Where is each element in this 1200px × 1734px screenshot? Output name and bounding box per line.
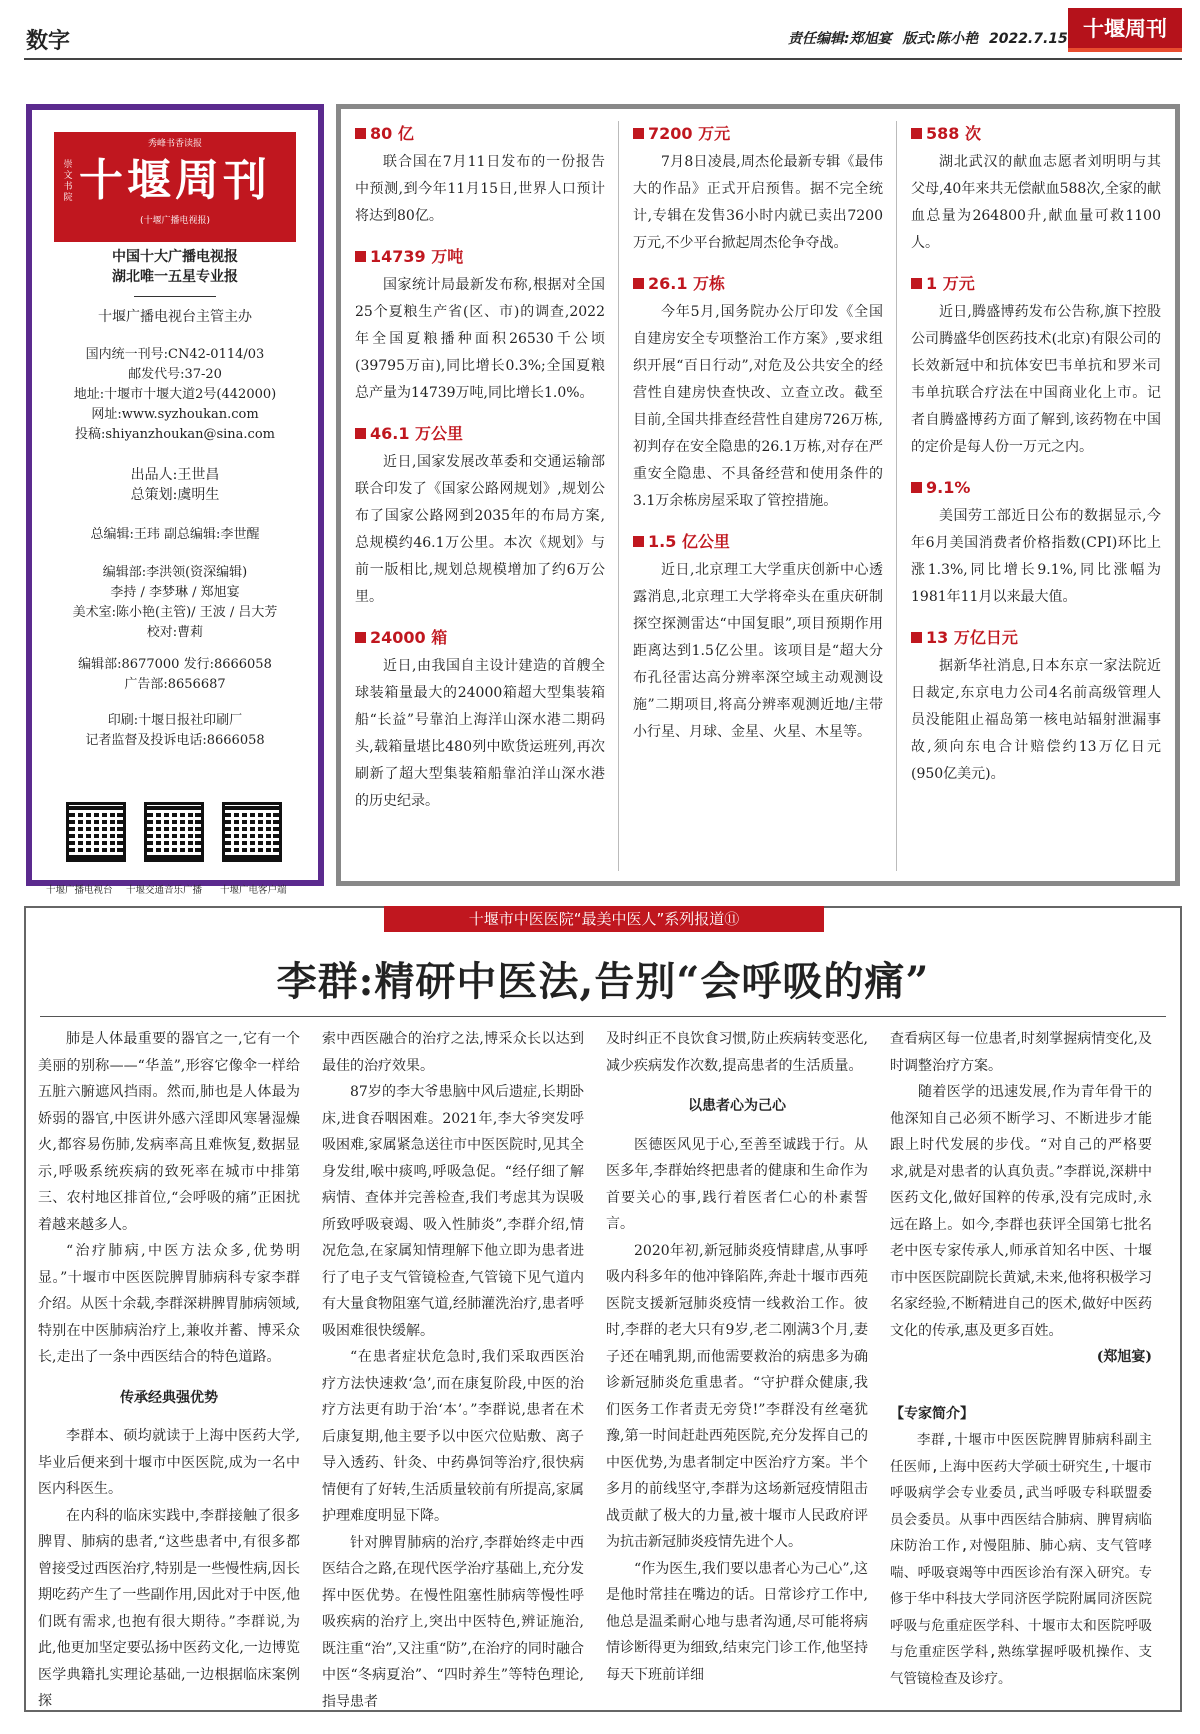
news-column-2: [633, 121, 883, 760]
news-item-title: 80 亿: [370, 124, 414, 143]
article-title: 李群:精研中医法,告别“会呼吸的痛”: [276, 958, 930, 1005]
news-item: [911, 271, 1161, 461]
masthead-title: 十堰周刊: [79, 155, 271, 206]
paragraph: 查看病区每一位患者,时刻掌握病情变化,及时调整治疗方案。: [890, 1031, 1152, 1074]
editorial-dept: 编辑部:李洪领(资深编辑): [102, 565, 248, 580]
news-item: [633, 121, 883, 257]
news-item: [355, 121, 605, 230]
expert-bio: 李群,十堰市中医医院脾胃肺病科副主任医师,上海中医药大学硕士研究生,十堰市呼吸病学会专业委员,武当呼吸专科联盟委员会委员。从事中西医结合肺病、脾胃病临床防治工作,对慢阻肺、肺心病、支气管哮喘、呼吸衰竭等中西医诊治有深入研究。专修于华中科技大学同济医学院附属同济医院呼吸与危重症医学科、十堰市太和医院呼吸与危重症医学科,熟练掌握呼吸机操作、支气管镜检查及诊疗。: [890, 1432, 1152, 1687]
paragraph: 在内科的临床实践中,李群接触了很多脾胃、肺病的患者,“这些患者中,有很多都曾接受过西医治疗,特别是一些慢性病,因长期吃药产生了一些副作用,因此对于中医,他们既有需求,也抱有很大期待。”李群说,为此,他更加坚定要弘扬中医药文化,一边博览医学典籍扎实理论基础,一边根据临床案例探: [38, 1507, 300, 1709]
article-column-4: [890, 1026, 1152, 1692]
news-item: [633, 271, 883, 515]
masthead-side-text: 崇文书院: [63, 160, 73, 203]
news-column-1: [355, 121, 605, 829]
website-line: 网址:www.syzhoukan.com: [91, 407, 259, 422]
news-item-title: 9.1%: [926, 478, 971, 497]
issn-line: 国内统一刊号:CN42-0114/03: [85, 347, 265, 362]
paragraph: 2020年初,新冠肺炎疫情肆虐,从事呼吸内科多年的他冲锋陷阵,奔赴十堰市西苑医院支援新冠肺炎疫情一线救治工作。彼时,李群的老大只有9岁,老二刚满3个月,妻子还在哺乳期,而他需要救治的病患多为确诊新冠肺炎危重患者。“守护群众健康,我们医务工作者责无旁贷!”李群没有丝毫犹豫,第一时间赶赴西苑医院,充分发挥自己的中医优势,为患者制定中医治疗方案。半个多月的前线坚守,李群为这场新冠疫情阻击战贡献了极大的力量,被十堰市人民政府评为抗击新冠肺炎疫情先进个人。: [606, 1242, 868, 1550]
printer: 印刷:十堰日报社印刷厂: [107, 713, 243, 728]
news-item: [355, 421, 605, 611]
paragraph: 针对脾胃肺病的治疗,李群始终走中西医结合之路,在现代医学治疗基础上,充分发挥中医优势。在慢性阻塞性肺病等慢性呼吸疾病的治疗上,突出中医特色,辨证施治,既注重“治”,又注重“防”,在治疗的同时融合中医“冬病夏治”、“四时养生”等特色理论,指导患者: [322, 1534, 584, 1710]
qr-caption-app: 十堰广电客户端: [220, 885, 287, 896]
masthead-logo: [54, 132, 296, 242]
subheading: 传承经典强优势: [120, 1389, 218, 1406]
postal-code-line: 邮发代号:37-20: [128, 367, 222, 382]
news-item-title: 14739 万吨: [370, 247, 464, 266]
news-item: [911, 475, 1161, 611]
news-item: [911, 625, 1161, 788]
column-divider: [618, 121, 619, 871]
article-column-3: [606, 1026, 868, 1688]
news-column-3: [911, 121, 1161, 802]
qr-caption-tv: 十堰广播电视台: [46, 885, 113, 896]
paragraph: “治疗肺病,中医方法众多,优势明显。”十堰市中医医院脾胃肺病科专家李群介绍。从医十余载,李群深耕脾胃肺病领域,特别在中医肺病治疗上,兼收并蓄、博采众长,走出了一条中西医结合的特色道路。: [38, 1243, 300, 1365]
honor-line-2: 湖北唯一五星专业报: [112, 269, 238, 285]
page-credits: [788, 28, 1074, 48]
news-item-text: 国家统计局最新发布称,根据对全国25个夏粮生产省(区、市)的调查,2022年全国夏粮播种面积26530千公顷(39795万亩),同比增长0.3%;全国夏粮总产量为14739万吨,同比增长1.0%。: [355, 277, 605, 401]
news-item-text: 7月8日凌晨,周杰伦最新专辑《最伟大的作品》正式开启预售。据不完全统计,专辑在发售36小时内就已卖出7200万元,不少平台掀起周杰伦争夺战。: [633, 154, 883, 251]
phone-line-2: 广告部:8656687: [124, 677, 226, 692]
news-item-title: 13 万亿日元: [926, 628, 1018, 647]
qr-code-tv[interactable]: [66, 802, 126, 862]
news-item-text: 今年5月,国务院办公厅印发《全国自建房安全专项整治工作方案》,要求组织开展“百日行动”,对危及公共安全的经营性自建房快查快改、立查立改。截至目前,全国共排查经营性自建房726万栋,初判存在安全隐患的26.1万栋,对存在严重安全隐患、不具备经营和使用条件的3.1万余栋房屋采取了管控措施。: [633, 304, 883, 509]
news-item-text: 近日,腾盛博药发布公告称,旗下控股公司腾盛华创医药技术(北京)有限公司的长效新冠中和抗体安巴韦单抗和罗米司韦单抗联合疗法在中国商业化上市。记者自腾盛博药方面了解到,该药物在中国的定价是每人份一万元之内。: [911, 304, 1161, 455]
title-divider: [40, 1016, 1166, 1017]
divider: [134, 296, 216, 297]
byline: (郑旭宴): [1096, 1349, 1152, 1365]
news-item-title: 26.1 万栋: [648, 274, 726, 293]
news-item-title: 588 次: [926, 124, 981, 143]
news-item-title: 7200 万元: [648, 124, 731, 143]
paragraph: “作为医生,我们要以患者心为己心”,这是他时常挂在嘴边的话。日常诊疗工作中,他总是温柔耐心地与患者沟通,尽可能将病情诊断得更为细致,结束完门诊工作,他坚持每天下班前详细: [606, 1560, 868, 1683]
news-item-title: 46.1 万公里: [370, 424, 464, 443]
news-item-text: 据新华社消息,日本东京一家法院近日裁定,东京电力公司4名前高级管理人员没能阻止福岛第一核电站辐射泄漏事故,须向东电合计赔偿约13万亿日元(950亿美元)。: [911, 658, 1161, 782]
address-line: 地址:十堰市十堰大道2号(442000): [73, 387, 277, 402]
news-item-text: 近日,国家发展改革委和交通运输部联合印发了《国家公路网规划》,规划公布了国家公路网到2035年的布局方案,总规模约46.1万公里。本次《规划》与前一版相比,规划总规模增加了约6万公里。: [355, 454, 605, 605]
news-item-text: 近日,由我国自主设计建造的首艘全球装箱量最大的24000箱超大型集装箱船“长益”号靠泊上海洋山深水港二期码头,载箱量堪比480列中欧货运班列,再次刷新了超大型集装箱船靠泊洋山深水港的历史纪录。: [355, 658, 605, 809]
news-item-title: 1 万元: [926, 274, 975, 293]
paragraph: 肺是人体最重要的器官之一,它有一个美丽的别称——“华盖”,形容它像伞一样给五脏六腑遮风挡雨。然而,肺也是人体最为娇弱的器官,中医讲外感六淫即风寒暑湿燥火,都容易伤肺,发病率高且难恢复,数据显示,呼吸系统疾病的致死率在城市中排第三、农村地区排首位,“会呼吸的痛”正困扰着越来越多人。: [38, 1031, 300, 1233]
news-item-title: 1.5 亿公里: [648, 532, 730, 551]
news-item: [911, 121, 1161, 257]
complaint-phone: 记者监督及投诉电话:8666058: [85, 733, 265, 748]
proofreader: 校对:曹莉: [146, 625, 204, 640]
sponsor: 十堰广播电视台主管主办: [98, 309, 252, 325]
news-item: [633, 529, 883, 746]
paragraph: 及时纠正不良饮食习惯,防止疾病转变恶化,减少疾病发作次数,提高患者的生活质量。: [606, 1031, 868, 1074]
paragraph: 随着医学的迅速发展,作为青年骨干的他深知自己必须不断学习、不断进步才能跟上时代发展的步伐。“对自己的严格要求,就是对患者的认真负责。”李群说,深耕中医药文化,做好国粹的传承,没有完成时,永远在路上。如今,李群也获评全国第七批名老中医专家传承人,师承首知名中医、十堰市中医医院副院长黄斌,未来,他将积极学习名家经验,不断精进自己的医术,做好中医药文化的传承,惠及更多百姓。: [890, 1084, 1152, 1339]
paragraph: 李群本、硕均就读于上海中医药大学,毕业后便来到十堰市中医医院,成为一名中医内科医生。: [38, 1428, 300, 1497]
art-dept: 美术室:陈小艳(主管)/ 王波 / 吕大芳: [72, 605, 278, 620]
issue-date: 2022.7.15: [988, 31, 1068, 47]
article-column-2: [322, 1026, 584, 1715]
masthead-subtitle: (十堰广播电视报): [139, 216, 211, 226]
news-item: [355, 244, 605, 407]
masthead-panel: [26, 104, 324, 896]
qr-code-radio[interactable]: [144, 802, 204, 862]
email-line: 投稿:shiyanzhoukan@sina.com: [75, 427, 275, 442]
layout-credit: 版式:陈小艳: [902, 31, 979, 47]
news-item: [355, 625, 605, 815]
qr-code-app[interactable]: [222, 802, 282, 862]
editors: 李持 / 李梦琳 / 郑旭宴: [110, 585, 240, 600]
column-divider: [896, 121, 897, 871]
series-banner: 十堰市中医医院“最美中医人”系列报道⑪: [384, 906, 824, 932]
qr-caption-radio: 十堰交通音乐广播: [126, 885, 203, 896]
chief-editor: 总编辑:王玮 副总编辑:李世醒: [90, 527, 260, 542]
article-column-1: [38, 1026, 300, 1715]
paragraph: 索中西医融合的治疗之法,博采众长以达到最佳的治疗效果。: [322, 1031, 584, 1074]
honor-line-1: 中国十大广播电视报: [112, 249, 238, 265]
expert-heading: 【专家简介】: [890, 1405, 974, 1422]
phone-line-1: 编辑部:8677000 发行:8666058: [78, 657, 272, 672]
masthead-slogan: 秀峰书香读报: [147, 139, 202, 149]
paragraph: 87岁的李大爷患脑中风后遗症,长期卧床,进食吞咽困难。2021年,李大爷突发呼吸困难,家属紧急送往市中医医院时,见其全身发绀,喉中痰鸣,呼吸急促。“经仔细了解病情、查体并完善检查,我们考虑其为误吸所致呼吸衰竭、吸入性肺炎”,李群介绍,情况危急,在家属知情理解下他立即为患者进行了电子支气管镜检查,气管镜下见气道内有大量食物阻塞气道,经肺灌洗治疗,患者呼吸困难很快缓解。: [322, 1084, 584, 1339]
producer: 出品人:王世昌: [130, 467, 220, 483]
news-item-text: 美国劳工部近日公布的数据显示,今年6月美国消费者价格指数(CPI)环比上涨1.3%,同比增长9.1%,同比涨幅为1981年11月以来最大值。: [911, 508, 1161, 605]
planner: 总策划:虞明生: [130, 487, 220, 503]
section-label: 数字: [26, 29, 71, 54]
numbers-news-box: [336, 104, 1180, 886]
header-divider: [24, 58, 1182, 60]
news-item-text: 湖北武汉的献血志愿者刘明明与其父母,40年来共无偿献血588次,全家的献血总量为264800升,献血量可救1100人。: [911, 154, 1161, 251]
news-item-text: 近日,北京理工大学重庆创新中心透露消息,北京理工大学将牵头在重庆研制探空探测雷达“中国复眼”,项目预期作用距离达到1.5亿公里。该项目是“超大分布孔径雷达高分辨率深空域主动观测设施”二期项目,将高分辨率观测近地/主带小行星、月球、金星、火星、木星等。: [633, 562, 883, 740]
editor-credit: 责任编辑:郑旭宴: [788, 31, 892, 47]
paragraph: 医德医风见于心,至善至诚践于行。从医多年,李群始终把患者的健康和生命作为首要关心的事,践行着医者仁心的朴素誓言。: [606, 1136, 868, 1232]
paragraph: “在患者症状危急时,我们采取西医治疗方法快速救‘急’,而在康复阶段,中医的治疗方法更有助于治‘本’。”李群说,患者在术后康复期,他主要予以中医穴位贴敷、离子导入透药、针灸、中药鼻饲等治疗,很快病情便有了好转,生活质量较前有所提高,家属护理难度明显下降。: [322, 1349, 584, 1524]
brand-badge: 十堰周刊: [1068, 8, 1182, 52]
news-item-text: 联合国在7月11日发布的一份报告中预测,到今年11月15日,世界人口预计将达到80亿。: [355, 154, 605, 224]
subheading: 以患者心为己心: [688, 1098, 786, 1114]
news-item-title: 24000 箱: [370, 628, 448, 647]
